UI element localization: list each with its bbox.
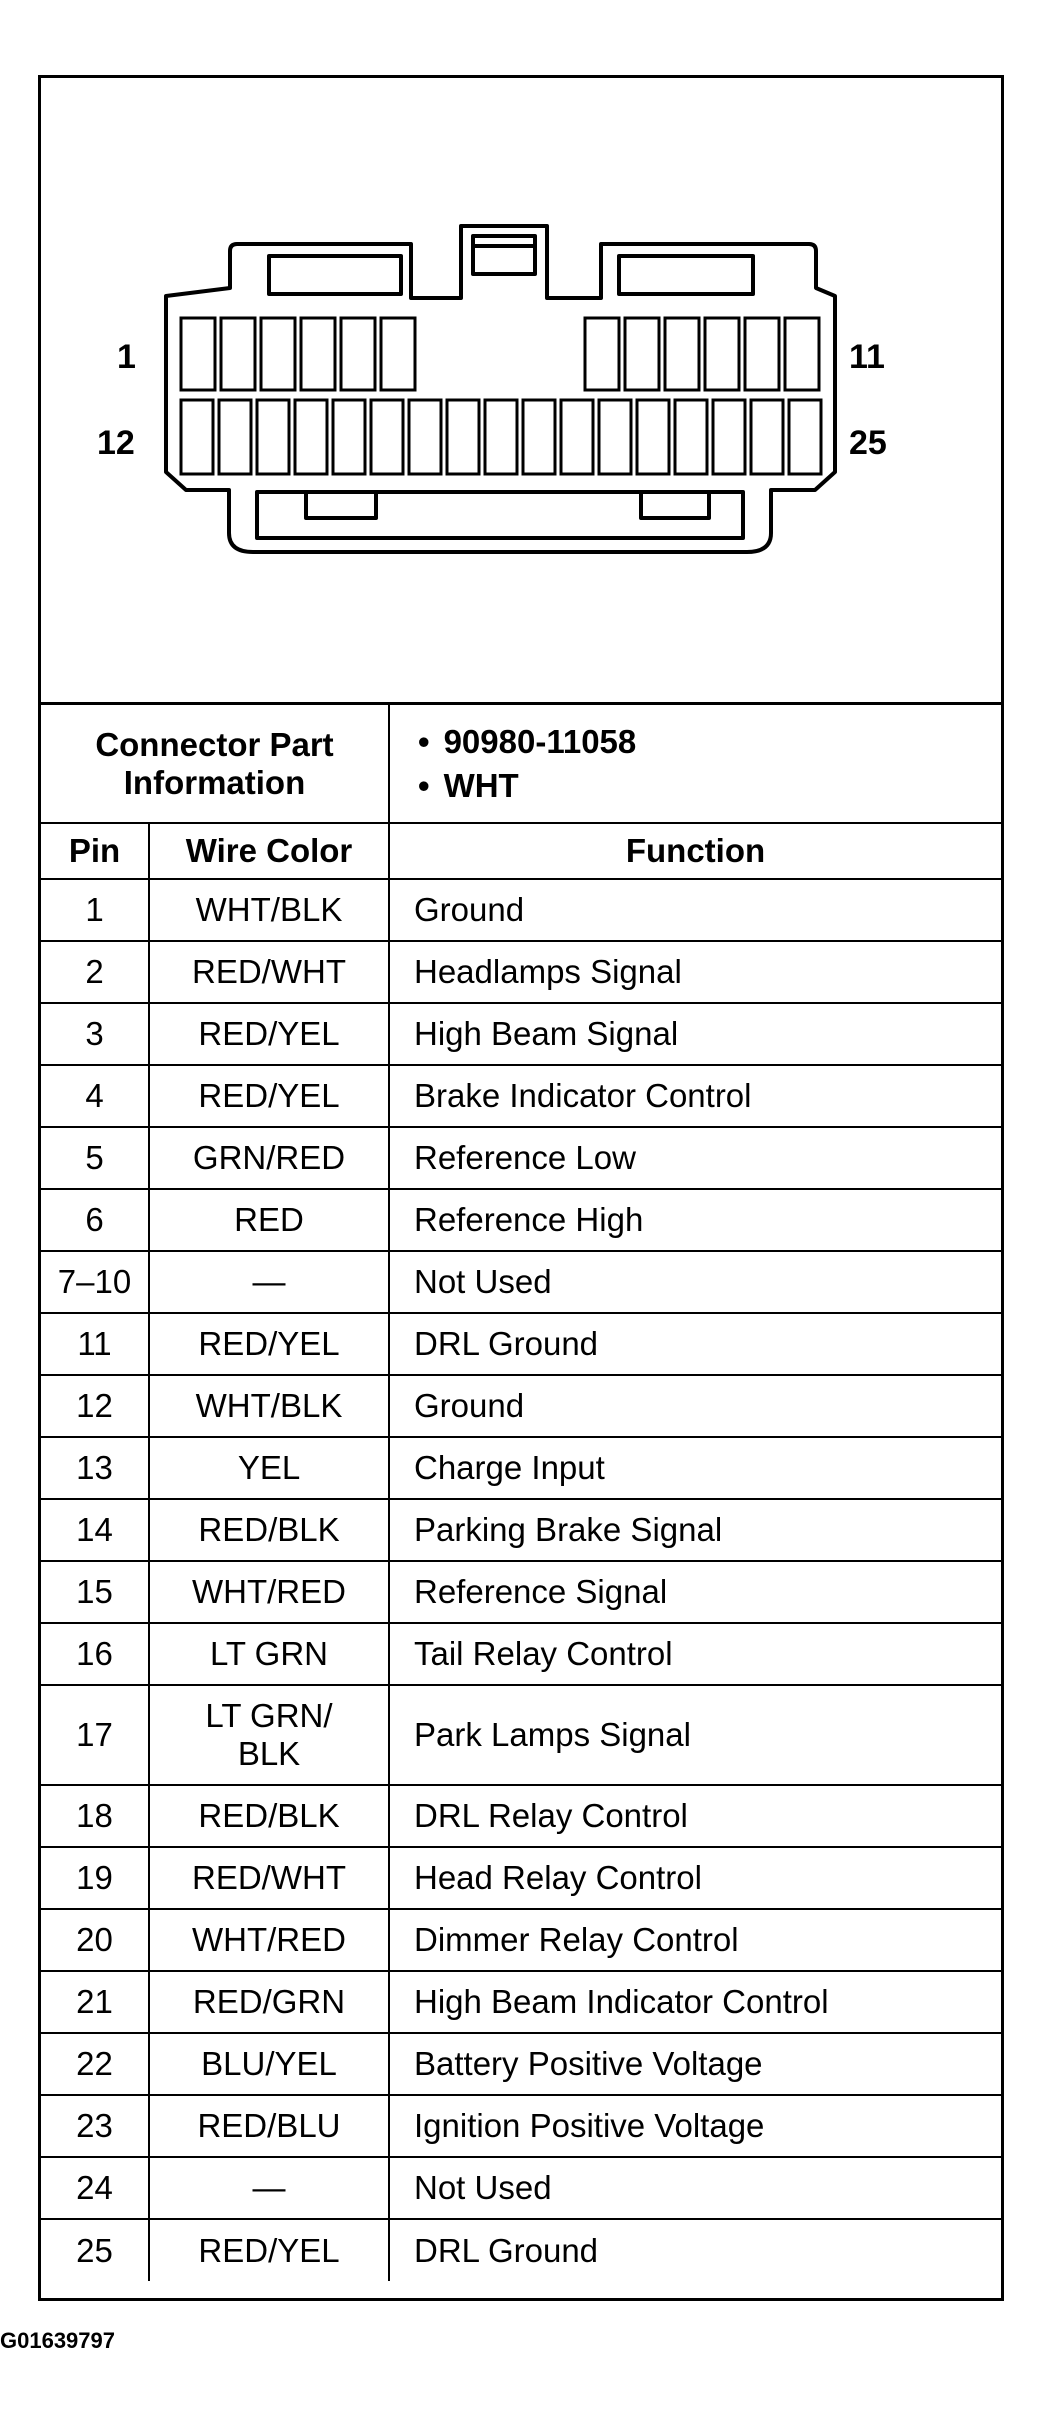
function-cell: Dimmer Relay Control — [389, 1909, 1001, 1971]
wire-color-cell: RED/BLU — [149, 2095, 389, 2157]
connector-face-drawing — [41, 78, 1001, 702]
part-info-label: Connector Part Information — [41, 705, 389, 823]
header-function: Function — [389, 823, 1001, 879]
header-wire-color: Wire Color — [149, 823, 389, 879]
wire-color-cell: LT GRN — [149, 1623, 389, 1685]
function-cell: Head Relay Control — [389, 1847, 1001, 1909]
table-row — [41, 1847, 1001, 1909]
lower-pin-cavities — [181, 400, 821, 474]
wire-color-cell: — — [149, 2157, 389, 2219]
table-row — [41, 1189, 1001, 1251]
pin-cell: 1 — [41, 879, 149, 941]
pin-cell: 3 — [41, 1003, 149, 1065]
pin-cell: 22 — [41, 2033, 149, 2095]
pin-cell: 12 — [41, 1375, 149, 1437]
function-cell: High Beam Signal — [389, 1003, 1001, 1065]
pin-cell: 18 — [41, 1785, 149, 1847]
pin-cell: 23 — [41, 2095, 149, 2157]
wire-color-cell: — — [149, 1251, 389, 1313]
pin-cell: 7–10 — [41, 1251, 149, 1313]
function-cell: Ignition Positive Voltage — [389, 2095, 1001, 2157]
function-cell: Reference Signal — [389, 1561, 1001, 1623]
pin-cell: 5 — [41, 1127, 149, 1189]
pinout-table — [41, 705, 1001, 2281]
wire-color-cell: WHT/RED — [149, 1909, 389, 1971]
wire-color-cell: RED/WHT — [149, 1847, 389, 1909]
table-row — [41, 1909, 1001, 1971]
pin-cell: 6 — [41, 1189, 149, 1251]
table-header-row — [41, 823, 1001, 879]
wire-color-cell: RED/YEL — [149, 1003, 389, 1065]
function-cell: Not Used — [389, 1251, 1001, 1313]
table-row — [41, 1375, 1001, 1437]
wire-color-cell: RED — [149, 1189, 389, 1251]
pin-12-label: 12 — [97, 424, 135, 462]
header-pin: Pin — [41, 823, 149, 879]
wire-color-cell: RED/BLK — [149, 1785, 389, 1847]
function-cell: Reference High — [389, 1189, 1001, 1251]
upper-pin-cavities — [181, 318, 819, 390]
wire-color-cell: RED/BLK — [149, 1499, 389, 1561]
pin-cell: 13 — [41, 1437, 149, 1499]
table-row — [41, 1785, 1001, 1847]
part-info-values — [389, 705, 1001, 823]
part-number: • 90980-11058 — [418, 722, 637, 760]
wire-color-cell: WHT/BLK — [149, 879, 389, 941]
part-info-row — [41, 705, 1001, 823]
table-row — [41, 2157, 1001, 2219]
table-row — [41, 1971, 1001, 2033]
wire-color-cell: RED/GRN — [149, 1971, 389, 2033]
function-cell: Battery Positive Voltage — [389, 2033, 1001, 2095]
part-color: • WHT — [418, 766, 519, 804]
function-cell: Not Used — [389, 2157, 1001, 2219]
function-cell: DRL Relay Control — [389, 1785, 1001, 1847]
pin-cell: 21 — [41, 1971, 149, 2033]
function-cell: Ground — [389, 1375, 1001, 1437]
pin-cell: 11 — [41, 1313, 149, 1375]
function-cell: Park Lamps Signal — [389, 1685, 1001, 1785]
pin-cell: 25 — [41, 2219, 149, 2281]
pin-cell: 2 — [41, 941, 149, 1003]
function-cell: Headlamps Signal — [389, 941, 1001, 1003]
wire-color-cell: BLU/YEL — [149, 2033, 389, 2095]
function-cell: DRL Ground — [389, 2219, 1001, 2281]
function-cell: DRL Ground — [389, 1313, 1001, 1375]
wire-color-cell: WHT/RED — [149, 1561, 389, 1623]
table-row — [41, 1127, 1001, 1189]
pin-1-label: 1 — [117, 338, 136, 376]
table-row — [41, 1003, 1001, 1065]
wire-color-cell: RED/YEL — [149, 1313, 389, 1375]
pin-cell: 4 — [41, 1065, 149, 1127]
pin-cell: 24 — [41, 2157, 149, 2219]
pin-cell: 17 — [41, 1685, 149, 1785]
table-row — [41, 1313, 1001, 1375]
table-row — [41, 1437, 1001, 1499]
wire-color-cell: RED/YEL — [149, 1065, 389, 1127]
table-row — [41, 879, 1001, 941]
pin-25-label: 25 — [849, 424, 887, 462]
table-row — [41, 2219, 1001, 2281]
connector-sheet — [38, 75, 1004, 2301]
function-cell: Ground — [389, 879, 1001, 941]
pin-cell: 14 — [41, 1499, 149, 1561]
pin-11-label: 11 — [849, 338, 885, 376]
pin-cell: 20 — [41, 1909, 149, 1971]
wire-color-cell: YEL — [149, 1437, 389, 1499]
table-row — [41, 2095, 1001, 2157]
function-cell: Brake Indicator Control — [389, 1065, 1001, 1127]
connector-diagram — [41, 78, 1001, 705]
table-row — [41, 1561, 1001, 1623]
function-cell: High Beam Indicator Control — [389, 1971, 1001, 2033]
pin-cell: 19 — [41, 1847, 149, 1909]
figure-id: G01639797 — [0, 2328, 115, 2353]
table-row — [41, 1499, 1001, 1561]
pin-cell: 15 — [41, 1561, 149, 1623]
function-cell: Charge Input — [389, 1437, 1001, 1499]
table-row — [41, 1623, 1001, 1685]
table-row — [41, 1251, 1001, 1313]
function-cell: Tail Relay Control — [389, 1623, 1001, 1685]
wire-color-cell: RED/WHT — [149, 941, 389, 1003]
pin-cell: 16 — [41, 1623, 149, 1685]
table-row — [41, 1685, 1001, 1785]
function-cell: Reference Low — [389, 1127, 1001, 1189]
wire-color-cell: LT GRN/ BLK — [149, 1685, 389, 1785]
wire-color-cell: GRN/RED — [149, 1127, 389, 1189]
wire-color-cell: WHT/BLK — [149, 1375, 389, 1437]
wire-color-cell: RED/YEL — [149, 2219, 389, 2281]
table-row — [41, 1065, 1001, 1127]
table-row — [41, 2033, 1001, 2095]
table-row — [41, 941, 1001, 1003]
function-cell: Parking Brake Signal — [389, 1499, 1001, 1561]
